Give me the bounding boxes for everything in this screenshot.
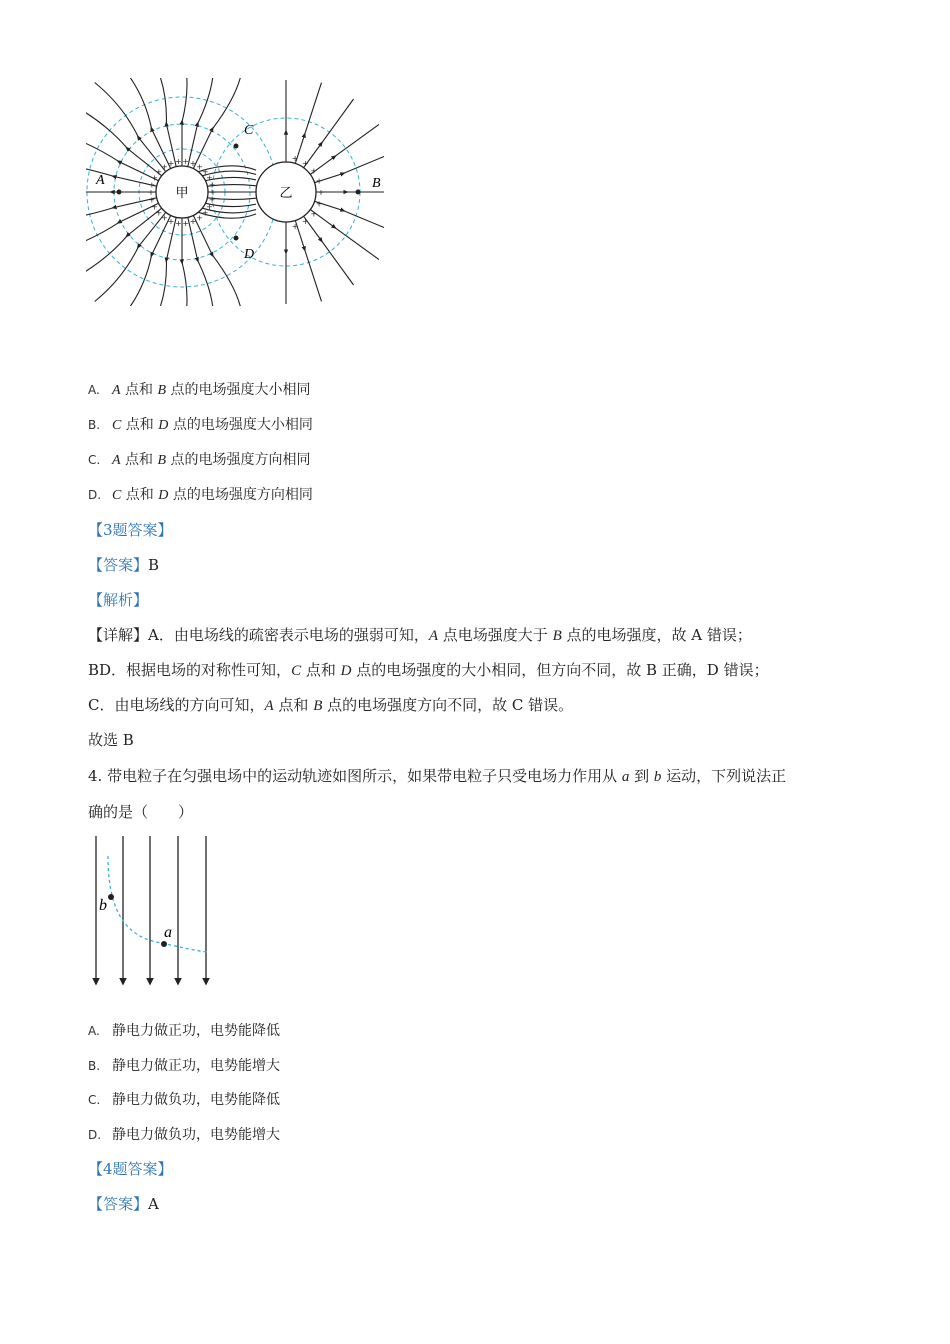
q4-stem-line-1: 4. 带电粒子在匀强电场中的运动轨迹如图所示，如果带电粒子只受电场力作用从 a 到 b 运动，下列说法正 [88, 767, 787, 785]
field-line [86, 208, 162, 279]
q3-option-d[interactable]: D. C 点和 D 点的电场强度方向相同 [88, 487, 313, 503]
plus-charge: + [182, 157, 190, 167]
plus-charge: + [310, 209, 318, 219]
point-b-label: B [372, 176, 381, 191]
plus-charge: + [206, 173, 213, 183]
field-line [193, 78, 242, 169]
field-line [295, 83, 321, 164]
field-line [86, 105, 162, 176]
plus-charge: + [174, 218, 182, 228]
plus-charge: + [201, 167, 209, 177]
plus-charge: + [189, 159, 197, 168]
plus-charge: + [196, 162, 203, 172]
field-line [182, 218, 190, 306]
plus-charge: + [208, 180, 216, 190]
q4-option-c[interactable]: C. 静电力做负功，电势能降低 [88, 1092, 280, 1108]
field-line [121, 78, 170, 169]
plus-charge: + [161, 213, 168, 223]
plus-charge: + [147, 188, 155, 197]
plus-charge: + [148, 195, 156, 205]
uniform-field-figure [86, 834, 216, 994]
q3-answer: 【答案】B [88, 556, 160, 574]
plus-charge: + [182, 218, 190, 228]
field-line [193, 215, 242, 306]
point-d-label: D [244, 247, 255, 262]
field-line [121, 215, 170, 306]
trajectory-point-b: b [99, 897, 107, 914]
electric-field-figure [86, 78, 386, 306]
field-line [86, 203, 159, 252]
point-c-label: C [244, 123, 254, 138]
q3-detail-line-3: C．由电场线的方向可知，A 点和 B 点的电场强度方向不同，故 C 错误。 [88, 696, 574, 714]
point-a-label: A [96, 173, 105, 188]
plus-charge: + [161, 162, 168, 172]
plus-charge: + [302, 158, 309, 168]
q4-stem-line-2: 确的是（ ） [88, 803, 194, 821]
body-jia-label: 甲 [175, 186, 189, 201]
q4-answer-header: 【4题答案】 [88, 1160, 173, 1178]
q3-detail-line-2: BD．根据电场的对称性可知，C 点和 D 点的电场强度的大小相同，但方向不同，故 B 正确，D 错误； [88, 661, 769, 679]
plus-charge: + [155, 208, 163, 218]
plus-charge: + [315, 176, 323, 186]
plus-charge: + [208, 195, 216, 205]
field-line [310, 210, 379, 260]
q3-option-b[interactable]: B. C 点和 D 点的电场强度大小相同 [88, 417, 313, 433]
plus-charge: + [291, 154, 299, 164]
q3-analysis-header: 【解析】 [88, 591, 149, 609]
field-line [304, 216, 354, 285]
plus-charge: + [201, 208, 209, 218]
q4-option-b[interactable]: B. 静电力做正功，电势能增大 [88, 1058, 280, 1074]
field-line [310, 124, 379, 174]
plus-charge: + [174, 157, 182, 167]
plus-charge: + [310, 166, 318, 176]
q3-option-c[interactable]: C. A 点和 B 点的电场强度方向相同 [88, 452, 311, 468]
trajectory-point-a: a [164, 924, 172, 941]
q4-option-a[interactable]: A. 静电力做正功，电势能降低 [88, 1023, 280, 1039]
field-line [182, 78, 190, 167]
plus-charge: + [148, 180, 156, 190]
plus-charge: + [315, 199, 323, 209]
q3-answer-header: 【3题答案】 [88, 521, 173, 539]
plus-charge: + [302, 217, 309, 227]
field-line [304, 99, 354, 168]
plus-charge: + [317, 188, 325, 197]
field-line [86, 198, 157, 223]
q3-detail-line-1: 【详解】A．由电场线的疏密表示电场的强弱可知，A 点电场强度大于 B 点的电场强度，故 A 错误； [88, 626, 752, 644]
q4-option-d[interactable]: D. 静电力做负功，电势能增大 [88, 1127, 280, 1143]
plus-charge: + [189, 217, 197, 226]
plus-charge: + [196, 213, 203, 223]
plus-charge: + [151, 173, 158, 183]
plus-charge: + [206, 202, 213, 212]
field-line [295, 221, 321, 302]
body-yi-label: 乙 [279, 186, 293, 201]
q3-option-a[interactable]: A. A 点和 B 点的电场强度大小相同 [88, 382, 311, 398]
plus-charge: + [167, 217, 175, 226]
field-line [315, 201, 385, 227]
q4-answer: 【答案】A [88, 1195, 159, 1213]
plus-charge: + [167, 159, 175, 168]
plus-charge: + [291, 221, 299, 231]
plus-charge: + [155, 167, 163, 177]
plus-charge: + [151, 202, 158, 212]
q3-conclusion: 故选 B [88, 731, 134, 749]
plus-charge: + [209, 188, 217, 197]
